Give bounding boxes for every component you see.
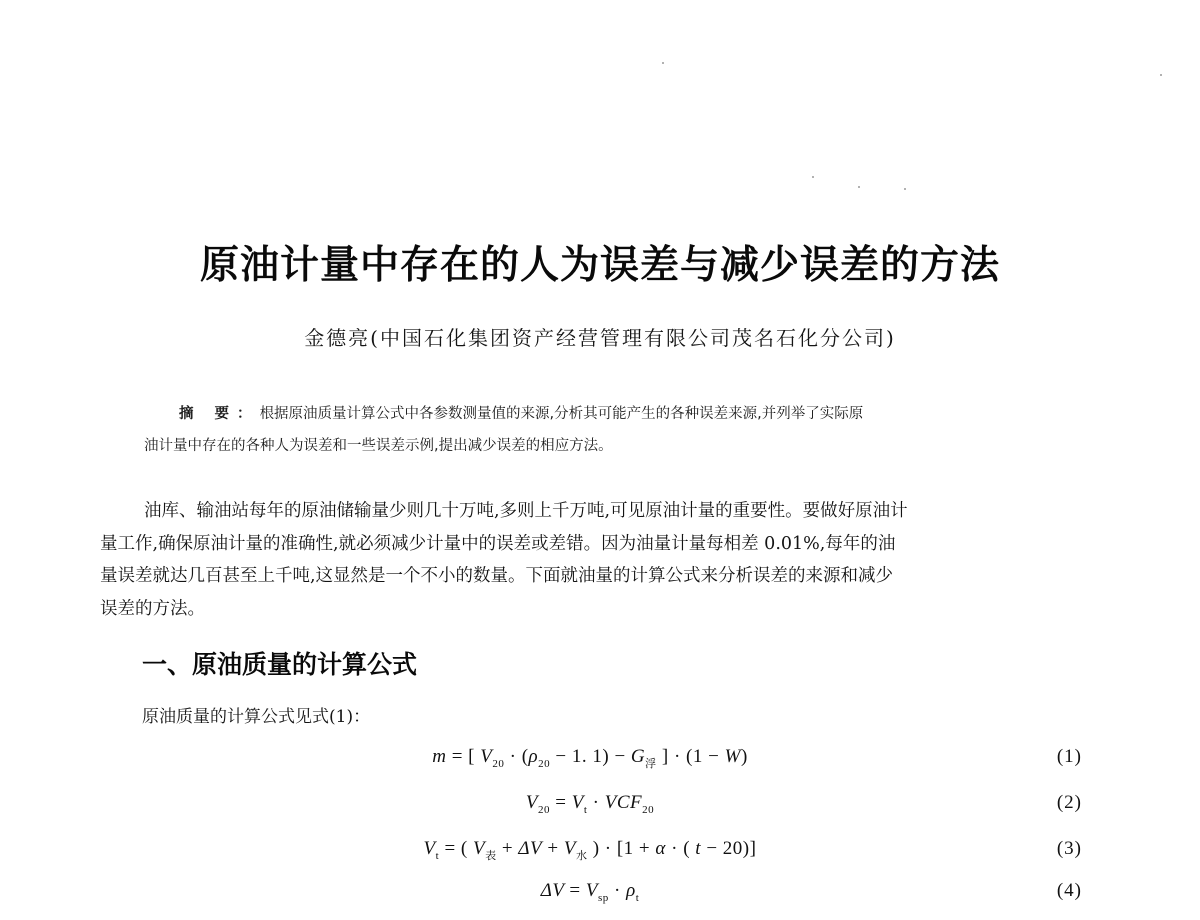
equation-1 bbox=[0, 746, 1200, 776]
equation-4-expression: $\Delta V = V_{sp} \cdot \rho_t$ bbox=[540, 880, 640, 904]
abstract-line-1 bbox=[144, 398, 1044, 430]
equation-number: (1) bbox=[1056, 746, 1082, 767]
equation-2 bbox=[0, 792, 1200, 822]
abstract-label: 摘 要： bbox=[179, 406, 260, 422]
scan-speck bbox=[1160, 74, 1162, 76]
section-lead: 原油质量的计算公式见式(1)： bbox=[142, 707, 371, 727]
abstract bbox=[144, 398, 1044, 462]
abstract-line-2: 油计量中存在的各种人为误差和一些误差示例,提出减少误差的相应方法。 bbox=[144, 438, 613, 454]
equation-3-expression: $V_t$ = ( $V_表 + \Delta V + V_水$ ) · [1 + α · ( t − 20)] bbox=[423, 838, 757, 862]
section-heading: 一、原油质量的计算公式 bbox=[142, 650, 418, 679]
paragraph-line: 油库、输油站每年的原油储输量少则几十万吨,多则上千万吨,可见原油计量的重要性。要做好原油计 bbox=[144, 501, 908, 521]
intro-paragraph bbox=[100, 495, 1090, 625]
equation-3 bbox=[0, 838, 1200, 868]
scan-speck bbox=[662, 62, 664, 64]
paper-title: 原油计量中存在的人为误差与减少误差的方法 bbox=[199, 243, 1000, 288]
scan-speck bbox=[858, 186, 860, 188]
equation-2-expression: $V_{20} = V_t \cdot VCF_{20}$ bbox=[525, 792, 655, 816]
equation-number: (3) bbox=[1056, 838, 1082, 859]
paragraph-line: 误差的方法。 bbox=[100, 598, 205, 619]
equation-number: (4) bbox=[1056, 880, 1082, 901]
scan-speck bbox=[812, 176, 814, 178]
abstract-text-1: 根据原油质量计算公式中各参数测量值的来源,分析其可能产生的各种误差来源,并列举了实际原 bbox=[259, 406, 864, 422]
paragraph-line: 量误差就达几百甚至上千吨,这显然是一个不小的数量。下面就油量的计算公式来分析误差的来源和减少 bbox=[100, 566, 894, 586]
scan-speck bbox=[904, 188, 906, 190]
paragraph-line: 量工作,确保原油计量的准确性,就必须减少计量中的误差或差错。因为油量计量每相差 0.01%,每年的油 bbox=[100, 533, 896, 554]
equation-number: (2) bbox=[1056, 792, 1082, 813]
equation-1-expression: m = [ $V_{20} \cdot (\rho_{20} - 1$. $1) - G_浮$ ] · (1 − W) bbox=[432, 746, 748, 770]
author-affiliation: 金德亮(中国石化集团资产经营管理有限公司茂名石化分公司) bbox=[304, 326, 896, 350]
equation-4 bbox=[0, 880, 1200, 910]
